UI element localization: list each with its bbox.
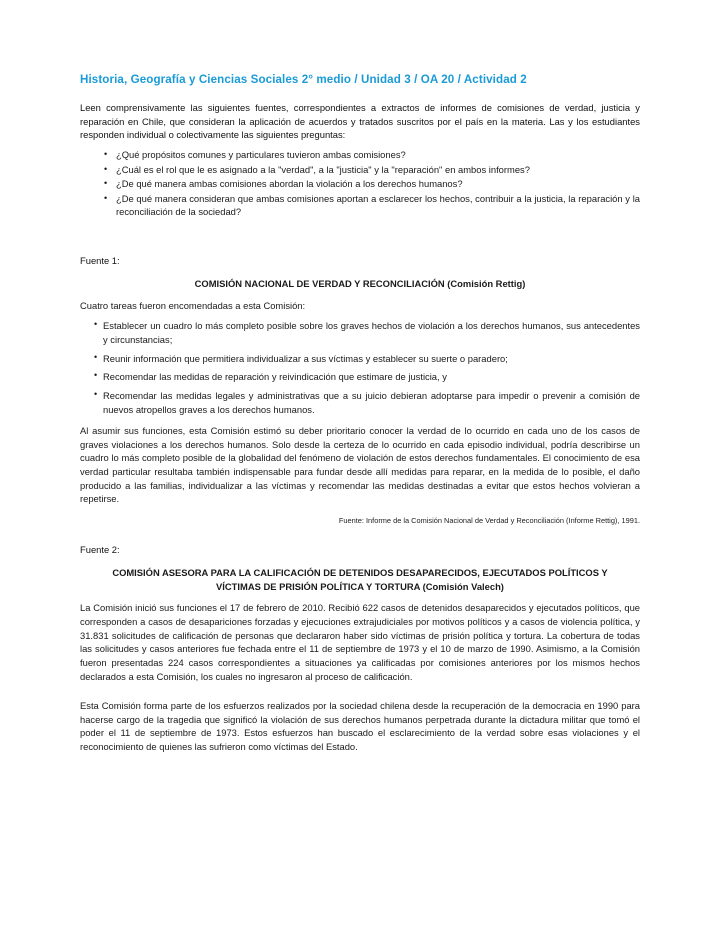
intro-paragraph: Leen comprensivamente las siguientes fuentes, correspondientes a extractos de informes de comisiones de verdad, justicia y reparación en Chile, que consideran la aplicación de acuerdos y tratados suscritos por el país en la materia. Las y los estudiantes responden individual o colectivamente las siguientes preguntas:: [80, 102, 640, 141]
list-item: • Establecer un cuadro lo más completo posible sobre los graves hechos de violación a los derechos humanos, sus antecedentes y circunstancias;: [94, 319, 640, 346]
section-spacer: [80, 220, 640, 254]
paragraph-spacer: [80, 690, 640, 699]
source2-paragraph-1: La Comisión inició sus funciones el 17 de febrero de 2010. Recibió 622 casos de detenidos desaparecidos y ejecutados políticos, que corresponden a casos de desapariciones forzadas y ejecuciones extrajudiciales por motivos políticos y a casos de violencia política, y 31.831 solicitudes de calificación de personas que declararon haber sido víctimas de prisión política y tortura. La cobertura de todas las solicitudes y casos anteriores fue fechada entre el 11 de septiembre de 1973 y el 10 de marzo de 1990. Asimismo, a la Comisión fueron presentadas 224 casos correspondientes a situaciones ya calificadas por comisiones anteriores por los mismos hechos declarados a esta Comisión, los cuales no ingresaron al proceso de calificación.: [80, 602, 640, 682]
list-item: • ¿De qué manera ambas comisiones abordan la violación a los derechos humanos?: [106, 177, 640, 191]
list-item: • Reunir información que permitiera individualizar a sus víctimas y establecer su suerte o paradero;: [94, 352, 640, 366]
section-spacer: [80, 525, 640, 543]
source1-tasks-list: [80, 319, 640, 416]
source2-label: Fuente 2:: [80, 543, 120, 555]
list-item: • ¿Cuál es el rol que le es asignado a la "verdad", a la "justicia" y la "reparación" en ambos informes?: [106, 163, 640, 177]
source1-label: Fuente 1:: [80, 255, 120, 267]
source1-paragraph: Al asumir sus funciones, esta Comisión estimó su deber prioritario conocer la verdad de lo ocurrido en cada uno de los casos de graves violaciones a los derechos humanos. Solo desde la certeza de lo ocurrido en cada episodio individual, podría describirse un cuadro lo más completo posible de la globalidad del fenómeno de violación de estos derechos fundamentales. El conocimiento de esa verdad particular resultaba también indispensable para fundar desde allí medidas para reparar, en la medida de lo posible, el daño producido a las familias, individualizar a las víctimas y recomendar las medidas destinadas a evitar que estos hechos volvieran a repetirse.: [80, 425, 640, 505]
list-item: • ¿De qué manera consideran que ambas comisiones aportan a esclarecer los hechos, contribuir a la justicia, la reparación y la reconciliación de la sociedad?: [106, 192, 640, 219]
questions-list: [80, 148, 640, 219]
source2-paragraph-2: Esta Comisión forma parte de los esfuerzos realizados por la sociedad chilena desde la recuperación de la democracia en 1990 para hacerse cargo de la tragedia que significó la violación de sus derechos humanos perpetrada durante la dictadura militar que tomó el poder el 11 de septiembre de 1973. Estos esfuerzos han buscado el esclarecimiento de la verdad sobre esas violaciones y el reconocimiento de quienes las sufrieron como víctimas del Estado.: [80, 700, 640, 752]
source2-title: COMISIÓN ASESORA PARA LA CALIFICACIÓN DE DETENIDOS DESAPARECIDOS, EJECUTADOS POLÍTICOS Y VÍCTIMAS DE PRISIÓN POLÍTICA Y TORTURA (Comisión Valech): [112, 567, 608, 592]
source1-credit: Fuente: Informe de la Comisión Nacional de Verdad y Reconciliación (Informe Rettig), 1991.: [338, 515, 640, 525]
page-title: Historia, Geografía y Ciencias Sociales 2° medio / Unidad 3 / OA 20 / Actividad 2: [80, 73, 527, 86]
list-item: • Recomendar las medidas legales y administrativas que a su juicio debieran adoptarse para impedir o prevenir a comisión de nuevos atropellos graves a los derechos humanos.: [94, 389, 640, 416]
list-item: • ¿Qué propósitos comunes y particulares tuvieron ambas comisiones?: [106, 148, 640, 162]
source1-title: COMISIÓN NACIONAL DE VERDAD Y RECONCILIACIÓN (Comisión Rettig): [194, 278, 526, 290]
list-item: • Recomendar las medidas de reparación y reivindicación que estimare de justicia, y: [94, 370, 640, 384]
source1-lead: Cuatro tareas fueron encomendadas a esta Comisión:: [80, 299, 306, 311]
